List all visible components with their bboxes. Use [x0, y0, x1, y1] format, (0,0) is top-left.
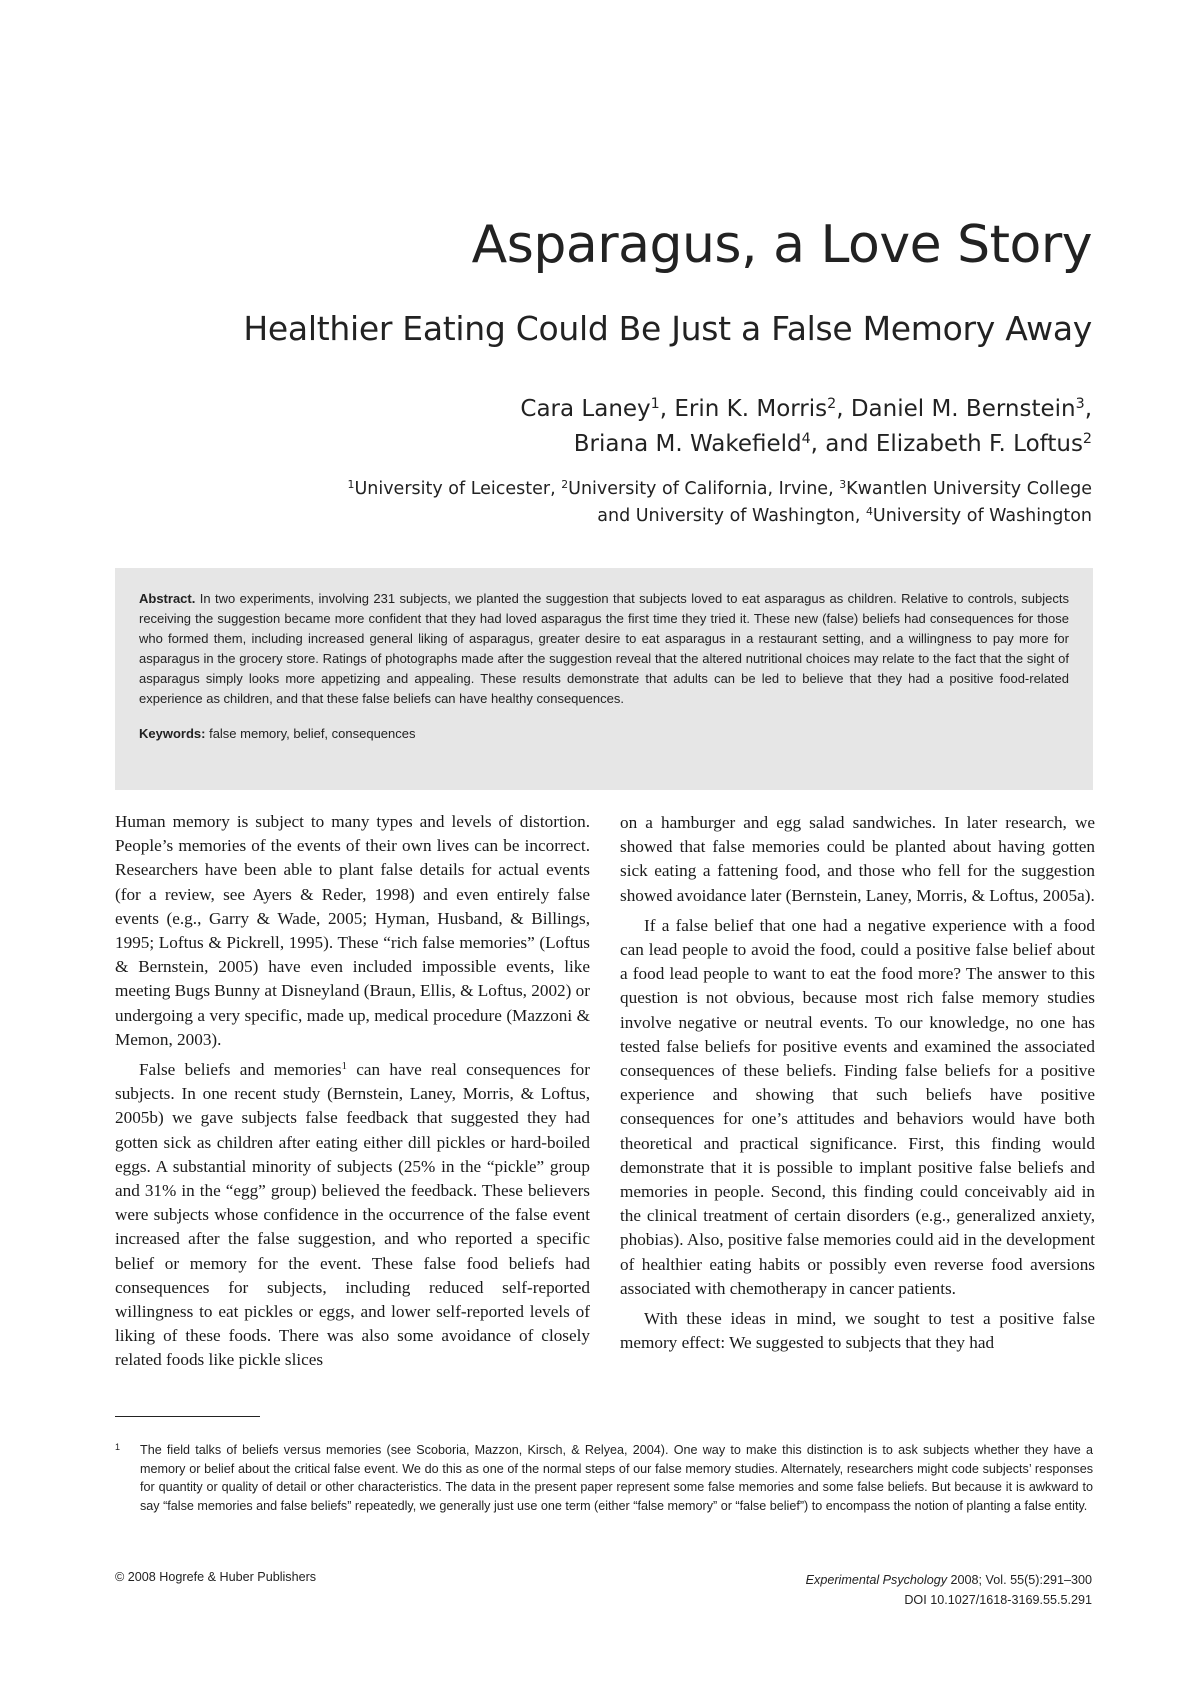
paragraph-text: can have real consequences for subjects. In one recent study (Bernstein, Laney, Morris, & Loftus, 2005b) we gave subjects false feedback that suggested they had gotten sick as children after eating either dill pickles or hard-boiled eggs. A substantial minority of subjects (25% in the “pickle” group and 31% in the “egg” group) believed the feedback. These believers were subjects whose confidence in the occurrence of the false event increased after the false suggestion, and who reported a specific belief or memory for the event. These false food beliefs had consequences for subjects, including reduced self-reported willingness to eat pickles or eggs, and lower self-reported levels of liking of these foods. There was also some avoidance of closely related foods like pickle slices	[115, 1060, 590, 1370]
keywords	[139, 726, 1069, 741]
body-paragraph: Human memory is subject to many types and levels of distortion. People’s memories of the events of their own lives can be incorrect. Researchers have been able to plant false details for actual events (for a review, see Ayers & Reder, 1998) and even entirely false events (e.g., Garry & Wade, 2005; Hyman, Husband, & Billings, 1995; Loftus & Pickrell, 1995). These “rich false memories” (Loftus & Bernstein, 2005) have even included impossible events, like meeting Bugs Bunny at Disneyland (Braun, Ellis, & Loftus, 2002) or undergoing a very specific, made up, medical procedure (Mazzoni & Memon, 2003).	[115, 812, 590, 1049]
body-paragraph: on a hamburger and egg salad sandwiches. In later research, we showed that false memories could be planted about having gotten sick eating a fattening food, and those who fell for the suggestion showed avoidance later (Bernstein, Laney, Morris, & Loftus, 2005a).	[620, 813, 1095, 905]
affiliation-mark: 1	[347, 478, 355, 492]
author-affiliation-mark: 3	[1075, 396, 1085, 413]
doi: DOI 10.1027/1618-3169.55.5.291	[904, 1593, 1092, 1607]
copyright-notice: © 2008 Hogrefe & Huber Publishers	[115, 1570, 317, 1584]
footnote-mark: 1	[115, 1442, 121, 1452]
article-subtitle: Healthier Eating Could Be Just a False Memory Away	[243, 309, 1092, 348]
affiliation: University of Washington	[872, 506, 1092, 526]
author-name: Briana M. Wakefield	[573, 431, 802, 457]
author-list	[392, 392, 1092, 462]
author-affiliation-mark: 2	[1082, 431, 1092, 448]
author-affiliation-mark: 1	[650, 396, 660, 413]
affiliation: University of California, Irvine,	[568, 479, 840, 499]
author-separator: ,	[1084, 396, 1092, 422]
footnote-text: The field talks of beliefs versus memories (see Scoboria, Mazzon, Kirsch, & Relyea, 2004). One way to make this distinction is to ask subjects whether they have a memory or belief about the critical false event. We do this as one of the normal steps of our false memory studies. Alternately, researchers might code subjects’ responses for quantity or quality of detail or other characteristics. The data in the present paper represent some false memories and some false beliefs. But because it is awkward to say “false memories and false beliefs” repeatedly, we generally just use one term (either “false memory” or “false belief”) to encompass the notion of planting a false entity.	[140, 1443, 1093, 1514]
author-affiliation-mark: 4	[801, 431, 811, 448]
body-paragraph	[115, 1058, 590, 1373]
paragraph-text: False beliefs and memories	[139, 1060, 342, 1080]
affiliations	[192, 476, 1092, 530]
volume-info: 2008; Vol. 55(5):291–300	[947, 1573, 1092, 1587]
citation-info	[806, 1570, 1092, 1610]
body-column-left	[115, 810, 590, 1379]
author-name: , Daniel M. Bernstein	[836, 396, 1076, 422]
author-name: Cara Laney	[520, 396, 651, 422]
footnote-divider	[115, 1416, 260, 1417]
journal-name: Experimental Psychology	[805, 1573, 948, 1587]
footnote-reference: 1	[341, 1061, 347, 1073]
abstract	[139, 589, 1069, 709]
body-column-right	[620, 811, 1095, 1361]
affiliation-mark: 4	[865, 505, 873, 519]
abstract-box	[115, 568, 1093, 790]
affiliation-mark: 2	[561, 478, 569, 492]
body-paragraph: If a false belief that one had a negative experience with a food can lead people to avoid the food, could a positive false belief about a food lead people to want to eat the food more? The answer to this question is not obvious, because most rich false memory studies involve negative or neutral events. To our knowledge, no one has tested false beliefs for positive events and examined the associated consequences of these beliefs. Finding false beliefs for a positive experience and showing that such beliefs have positive consequences for one’s attitudes and behaviors would have both theoretical and practical significance. First, this finding would demonstrate that it is possible to implant positive false beliefs and memories in people. Second, this finding could conceivably aid in the clinical treatment of certain disorders (e.g., generalized anxiety, phobias). Also, positive false memories could aid in the development of healthier eating habits or possibly even reverse food aversions associated with chemotherapy in cancer patients.	[620, 915, 1095, 1298]
keywords-label: Keywords:	[139, 726, 206, 741]
body-paragraph: With these ideas in mind, we sought to test a positive false memory effect: We suggested to subjects that they had	[620, 1309, 1095, 1353]
author-name: , and Elizabeth F. Loftus	[810, 431, 1083, 457]
author-affiliation-mark: 2	[827, 396, 837, 413]
abstract-label: Abstract.	[139, 591, 196, 606]
affiliation: University of Leicester,	[354, 479, 562, 499]
article-title: Asparagus, a Love Story	[471, 215, 1092, 275]
keywords-text: false memory, belief, consequences	[205, 726, 416, 741]
footnote	[115, 1441, 1093, 1516]
abstract-text: In two experiments, involving 231 subjects, we planted the suggestion that subjects loved to eat asparagus as children. Relative to controls, subjects receiving the suggestion became more confident that they had loved asparagus the first time they tried it. These new (false) beliefs had consequences for those who formed them, including increased general liking of asparagus, greater desire to eat asparagus in a restaurant setting, and a willingness to pay more for asparagus in the grocery store. Ratings of photographs made after the suggestion reveal that the altered nutritional choices may relate to the fact that the sight of asparagus simply looks more appetizing and appealing. These results demonstrate that adults can be led to believe that they had a positive food-related experience as children, and that these false beliefs can have healthy consequences.	[139, 591, 1069, 706]
affiliation-mark: 3	[839, 478, 847, 492]
author-name: , Erin K. Morris	[659, 396, 828, 422]
affiliation: and University of Washington,	[597, 506, 866, 526]
journal-citation	[806, 1570, 1092, 1590]
affiliation: Kwantlen University College	[846, 479, 1092, 499]
